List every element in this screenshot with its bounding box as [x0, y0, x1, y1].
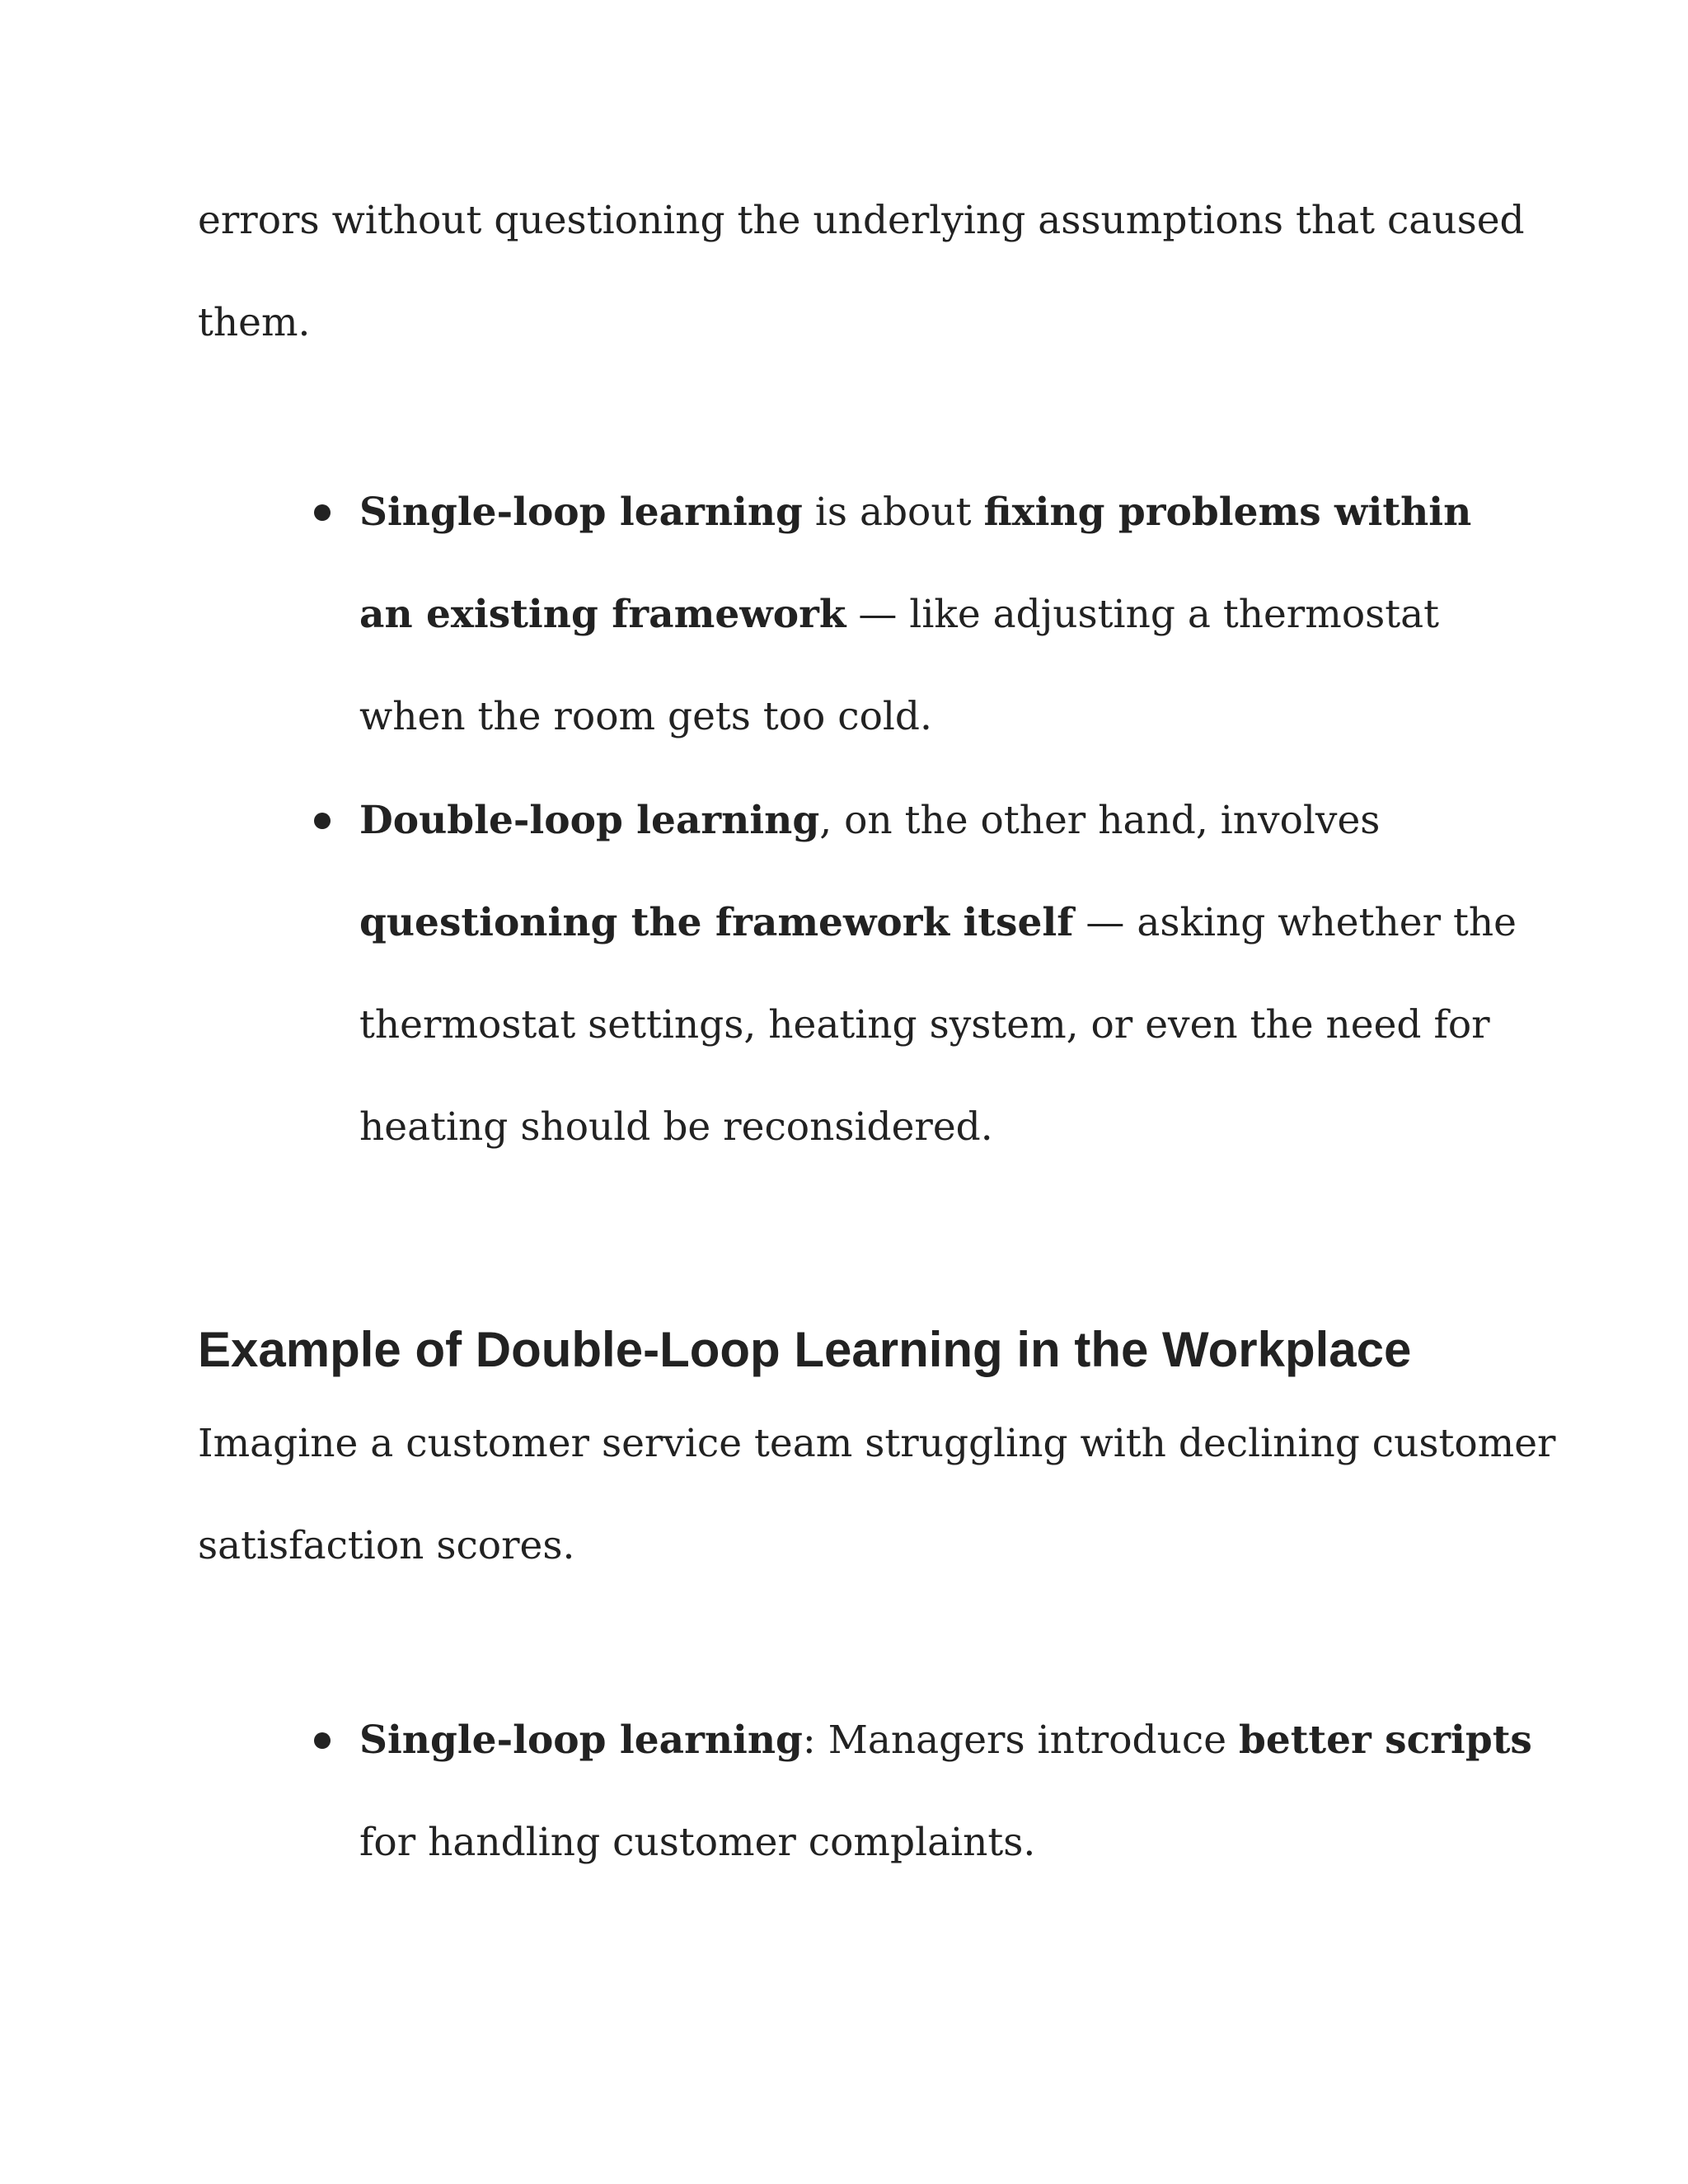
term-single-loop-learning: Single-loop learning: [359, 490, 803, 535]
list-item-double-loop-line-3: thermostat settings, heating system, or even the need for: [359, 1002, 1490, 1047]
list-item-double-loop-line-1: [359, 796, 1380, 846]
example-paragraph-line-2: satisfaction scores.: [198, 1523, 575, 1568]
emphasis-text: better scripts: [1238, 1718, 1532, 1763]
emphasis-text: fixing problems within: [983, 490, 1472, 535]
list-item-text: — like adjusting a thermostat: [846, 592, 1440, 637]
bullet-dot-icon: [314, 1732, 331, 1749]
example-paragraph-line-1: Imagine a customer service team struggling with declining customer: [198, 1421, 1556, 1466]
bullet-dot-icon: [314, 813, 331, 829]
list-item-text: — asking whether the: [1073, 900, 1517, 945]
list-item-text: : Managers introduce: [802, 1718, 1239, 1763]
term-double-loop-learning: Double-loop learning: [359, 798, 820, 843]
list-item-double-loop-line-4: heating should be reconsidered.: [359, 1104, 993, 1150]
list-item-single-loop-line-1: [359, 488, 1471, 537]
term-single-loop-learning: Single-loop learning: [359, 1718, 803, 1763]
list-item-example-single-loop-line-1: [359, 1716, 1532, 1765]
list-item-single-loop-line-3: when the room gets too cold.: [359, 694, 932, 739]
list-item-text: , on the other hand, involves: [819, 798, 1381, 843]
list-item-single-loop-line-2: [359, 590, 1439, 640]
list-item-double-loop-line-2: [359, 898, 1517, 948]
intro-paragraph-line-1: errors without questioning the underlying assumptions that caused: [198, 198, 1525, 243]
emphasis-text: an existing framework: [359, 592, 846, 637]
emphasis-text: questioning the framework itself: [359, 900, 1074, 945]
section-heading: Example of Double-Loop Learning in the Workplace: [198, 1322, 1412, 1377]
list-item-example-single-loop-line-2: for handling customer complaints.: [359, 1820, 1036, 1865]
intro-paragraph-line-2: them.: [198, 300, 311, 345]
bullet-dot-icon: [314, 504, 331, 521]
list-item-text: is about: [802, 490, 984, 535]
